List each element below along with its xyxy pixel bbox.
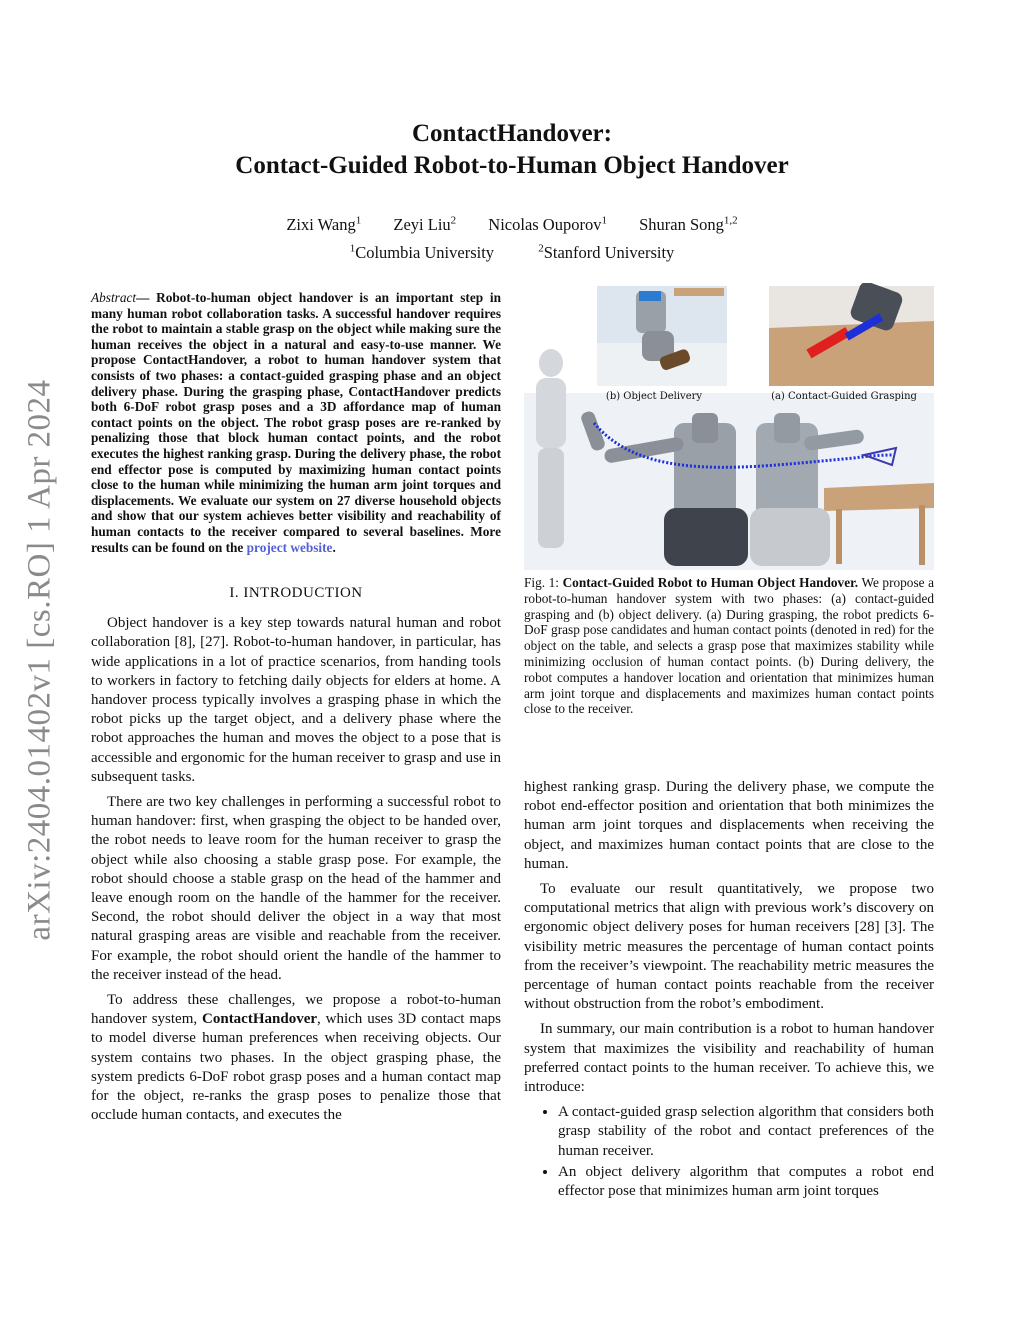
- intro-paragraph: There are two key challenges in performing a successful robot to human handover: first, when grasping the object to be handed over, the robot needs to leave room for the human receiver to grasp the object while also choosing a stable grasp pose. For example, the robot should choose a stable grasp on the head of the hammer and leave enough room on the handle of the hammer for the receiver. Second, the robot should deliver the object in a way that most natural grasping areas are visible and reachable from the receiver. For example, the robot should orient the handle of the hammer to the receiver instead of the head.: [91, 793, 501, 983]
- project-website-link[interactable]: project website: [246, 539, 333, 555]
- contribution-list: [524, 1103, 934, 1201]
- list-item: • A contact-guided grasp selection algorithm that considers both grasp stability of the robot and contact preferences of the human receiver.: [558, 1103, 934, 1161]
- author-block: [0, 208, 1024, 265]
- body-paragraph: highest ranking grasp. During the delivery phase, we compute the robot end-effector position and orientation that both minimizes the human arm joint torques and displacements when receiving the object, and maximizes human contact points that are close to the human.: [524, 779, 934, 872]
- section-heading-introduction: I. INTRODUCTION: [229, 585, 363, 602]
- list-item: • An object delivery algorithm that computes a robot end effector pose that minimizes human arm joint torques: [558, 1163, 934, 1201]
- intro-paragraph: To address these challenges, we propose a robot-to-human handover system, ContactHandover, which uses 3D contact maps to model diverse human preferences when receiving objects. Our system contains two phases. In the object grasping phase, the system predicts 6-DoF robot grasp poses and a human contact map for the object, re-ranks the grasp poses to penalize those that occlude human contacts, and executes the: [91, 991, 502, 1124]
- intro-paragraph: Object handover is a key step towards natural human and robot collaboration [8], [27]. Robot-to-human handover, in particular, has wide applications in a lot of practice scenarios, from handing tools to workers in factory to fetching daily objects for elders at home. A handover process typically involves a grasping phase in which the robot picks up the target object, and a delivery phase where the robot approaches the human and moves the object to a pose that is accessible and ergonomic for the human receiver to grasp and use in subsequent tasks.: [91, 615, 501, 785]
- abstract-label: Abstract: [91, 290, 137, 305]
- title-line-2: Contact-Guided Robot-to-Human Object Handover: [235, 152, 789, 179]
- left-column: [91, 290, 501, 1131]
- figure-1: [524, 283, 934, 570]
- author: Shuran Song$^{1,2}$: [639, 214, 738, 234]
- author-list: [0, 208, 1024, 237]
- caption-title: Contact-Guided Robot to Human Object Handover.: [562, 575, 859, 590]
- affiliation: $^2$Stanford University: [538, 242, 675, 262]
- right-column: [524, 778, 934, 1203]
- figure-label-b: (b) Object Delivery: [605, 391, 703, 402]
- author: Zixi Wang$^1$: [286, 214, 362, 234]
- author: Zeyi Liu$^2$: [393, 214, 457, 234]
- affiliation-list: [0, 237, 1024, 266]
- abstract-text: Robot-to-human object handover is an important step in many human robot collaboration tasks. A successful handover requires the robot to maintain a stable grasp on the object while making sure the human receives the object in a natural and easy-to-use manner. We propose ContactHandover, a robot to human handover system that consists of two phases: a contact-guided grasping phase and an object delivery phase. During the grasping phase, ContactHandover predicts both 6-DoF robot grasp poses and a 3D affordance map of human contact points on the object. The robot grasp poses are re-ranked by penalizing those that block human contact points, and the robot executes the highest ranking grasp. During the delivery phase, the robot end effector pose is computed by maximizing human contact points close to the human while minimizing the human arm joint torques and displacements. We evaluate our system on 27 diverse household objects and show that our system achieves better visibility and reachability of human contacts to the receiver compared to several baselines. More results can be found on the: [91, 290, 501, 555]
- title-line-1: ContactHandover:: [412, 120, 612, 147]
- affiliation: $^1$Columbia University: [349, 242, 495, 262]
- paper-title: [0, 118, 1024, 182]
- figure-1-illustration: [524, 283, 934, 570]
- figure-label-a: (a) Contact-Guided Grasping: [771, 391, 917, 402]
- figure-1-caption: Fig. 1: Contact-Guided Robot to Human Object Handover. We propose a robot-to-human handover system with two phases: (a) contact-guided grasping and (b) object delivery. (a) During grasping, the robot predicts 6-DoF grasp pose candidates and human contact points (denoted in red) for the object on the table, and selects a grasp pose that maximizes stability while minimizing occlusion of human contact points. (b) During delivery, the robot computes a handover location and orientation that minimizes human arm joint torque and displacements and maximizes human contact points close to the receiver.: [524, 575, 935, 717]
- body-paragraph: In summary, our main contribution is a robot to human handover system that maximizes the visibility and reachability of human preferred contact points to the human receiver. To achieve this, we introduce:: [524, 1021, 934, 1096]
- arxiv-stamp: arXiv:2404.01402v1 [cs.RO] 1 Apr 2024: [21, 379, 58, 941]
- body-paragraph: To evaluate our result quantitatively, we propose two computational metrics that align with previous work’s discovery on ergonomic object delivery poses for human receivers [28] [3]. The visibility metric measures the percentage of human contact points from the receiver’s viewpoint. The reachability metric measures the percentage of human contact points reachable from the receiver without obstruction from the robot’s embodiment.: [524, 881, 934, 1013]
- inset-contact-guided-grasping: [769, 283, 934, 386]
- abstract: Abstract— Robot-to-human object handover is an important step in many human robot collaboration tasks. A successful handover requires the robot to maintain a stable grasp on the object while making sure the human receives the object in a natural and easy-to-use manner. We propose ContactHandover, a robot to human handover system that consists of two phases: a contact-guided grasping phase and an object delivery phase. During the grasping phase, ContactHandover predicts both 6-DoF robot grasp poses and a 3D affordance map of human contact points on the object. The robot grasp poses are re-ranked by penalizing those that block human contact points, and the robot executes the highest ranking grasp. During the delivery phase, the robot end effector pose is computed by maximizing human contact points close to the human while minimizing the human arm joint torques and displacements. We evaluate our system on 27 diverse household objects and show that our system achieves better visibility and reachability of human contacts to the receiver compared to several baselines. More results can be found on the project website.: [91, 290, 501, 555]
- inset-object-delivery: [597, 286, 727, 386]
- author: Nicolas Ouporov$^1$: [488, 214, 607, 234]
- system-name: ContactHandover: [202, 1011, 318, 1028]
